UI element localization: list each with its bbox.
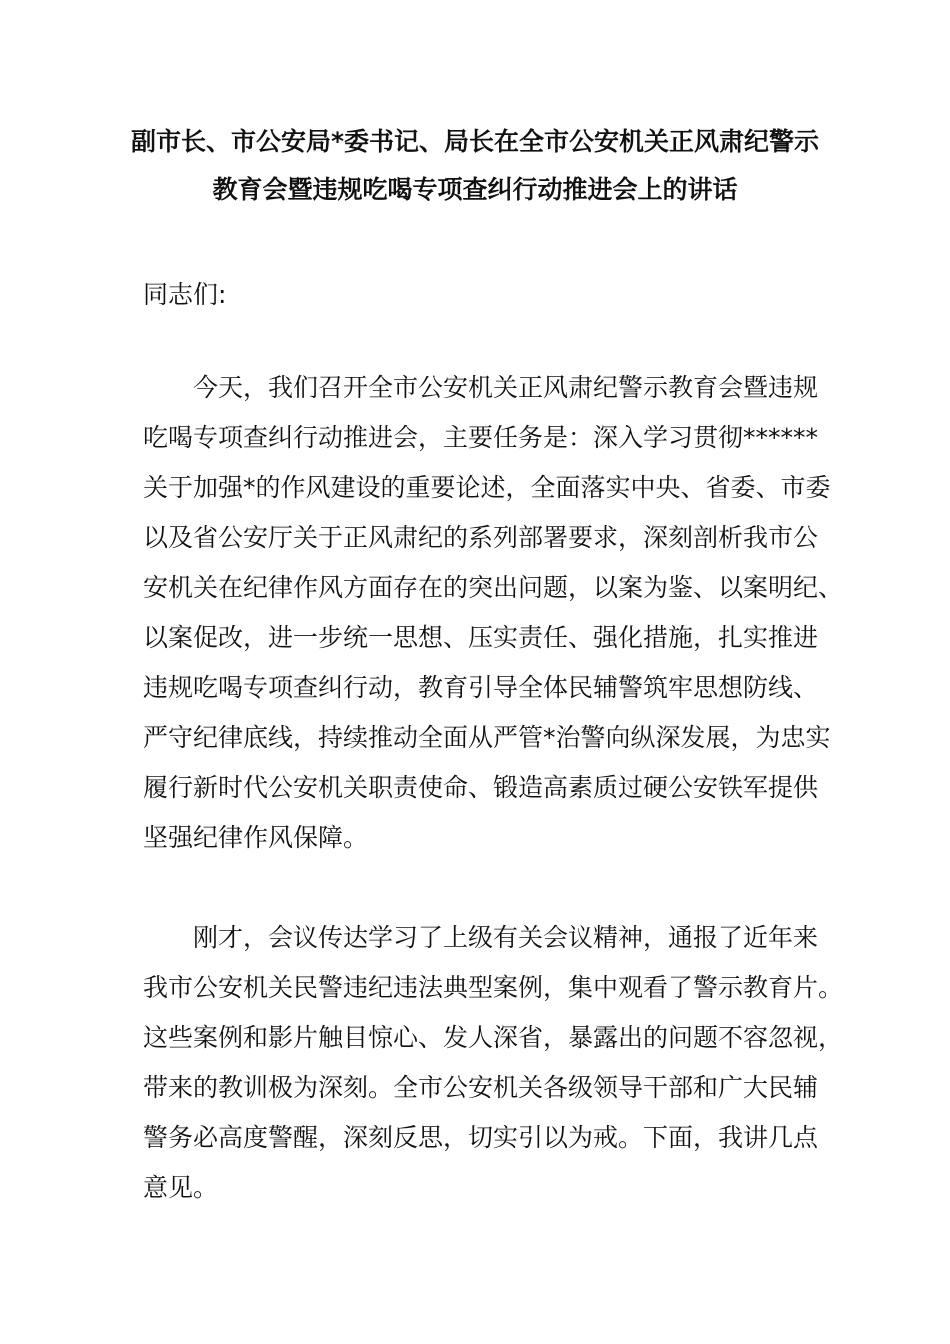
salutation: 同志们: xyxy=(143,280,227,309)
paragraph-line: 安机关在纪律作风方面存在的突出问题，以案为鉴、以案明纪、 xyxy=(143,573,844,602)
paragraph-1 xyxy=(143,363,844,863)
paragraph-line: 关于加强*的作风建设的重要论述，全面落实中央、省委、市委 xyxy=(143,473,831,502)
paragraph-line: 今天，我们召开全市公安机关正风肃纪警示教育会暨违规 xyxy=(193,373,819,402)
paragraph-line: 吃喝专项查纠行动推进会，主要任务是：深入学习贯彻****** xyxy=(143,423,819,452)
paragraph-line: 履行新时代公安机关职责使命、锻造高素质过硬公安铁军提供 xyxy=(143,773,819,802)
paragraph-line: 带来的教训极为深刻。全市公安机关各级领导干部和广大民辅 xyxy=(143,1073,819,1102)
paragraph-line: 以案促改，进一步统一思想、压实责任、强化措施，扎实推进 xyxy=(143,623,819,652)
paragraph-line: 我市公安机关民警违纪违法典型案例，集中观看了警示教育片。 xyxy=(143,973,844,1002)
paragraph-line: 这些案例和影片触目惊心、发人深省，暴露出的问题不容忽视， xyxy=(143,1023,844,1052)
paragraph-line: 刚才，会议传达学习了上级有关会议精神，通报了近年来 xyxy=(193,923,819,952)
paragraph-line: 坚强纪律作风保障。 xyxy=(143,823,369,852)
document-title-line-2: 教育会暨违规吃喝专项查纠行动推进会上的讲话 xyxy=(212,175,738,204)
paragraph-line: 以及省公安厅关于正风肃纪的系列部署要求，深刻剖析我市公 xyxy=(143,523,819,552)
paragraph-line: 严守纪律底线，持续推动全面从严管*治警向纵深发展，为忠实 xyxy=(143,723,831,752)
paragraph-2 xyxy=(143,913,844,1213)
paragraph-line: 警务必高度警醒，深刻反思，切实引以为戒。下面，我讲几点 xyxy=(143,1123,819,1152)
paragraph-line: 违规吃喝专项查纠行动，教育引导全体民辅警筑牢思想防线、 xyxy=(143,673,819,702)
document-title-line-1: 副市长、市公安局*委书记、局长在全市公安机关正风肃纪警示 xyxy=(130,127,820,156)
paragraph-line: 意见。 xyxy=(143,1173,219,1202)
